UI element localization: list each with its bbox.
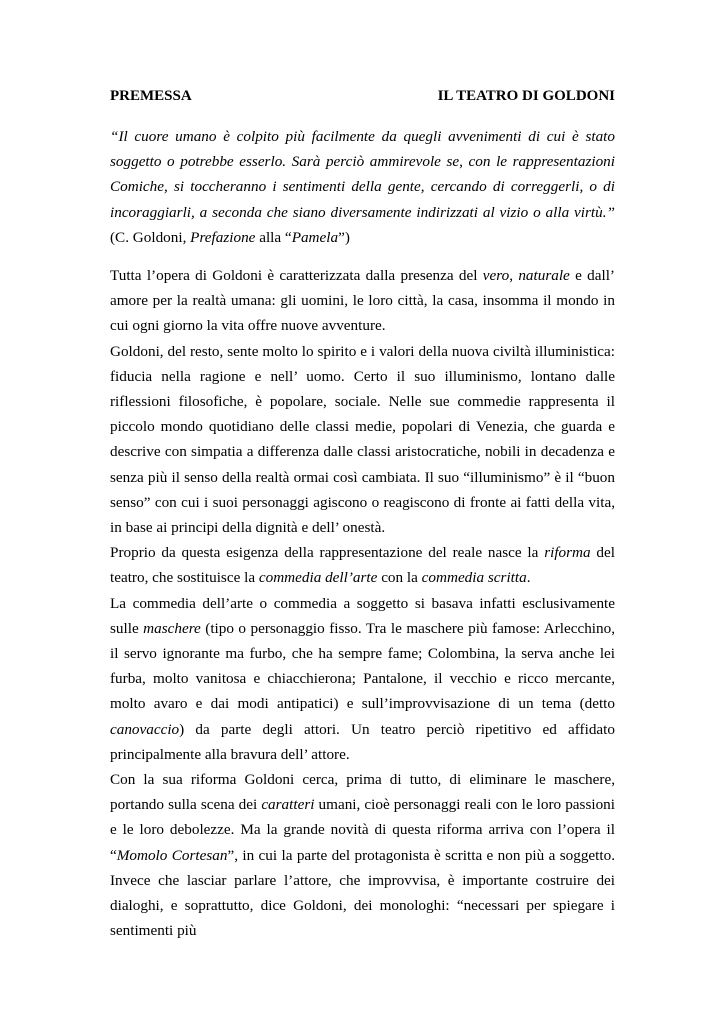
p1-text-e: e dall’ amore per la realtà umana: gli uomini, le loro città, la casa, insomma il mondo in cui ogni giorno la vita offre nuove avventure.: [110, 267, 615, 335]
p5-text-e: ”, in cui la parte del protagonista è scritta e non più a soggetto. Invece che lasciar parlare l’attore, che improvvisa, è importante costruire dei dialoghi, e soprattutto, dice Goldoni, dei monologhi: “necessari per spiegare i sentimenti più: [110, 846, 616, 940]
paragraph-4: [110, 591, 615, 767]
document-body: [110, 124, 615, 944]
p5-caratteri: caratteri: [261, 796, 315, 814]
p3-text-a: Proprio da questa esigenza della rappresentazione del reale nasce la: [110, 544, 545, 562]
p3-text-e: con la: [377, 569, 422, 587]
p4-canovaccio: canovaccio: [110, 720, 180, 738]
p4-maschere: maschere: [143, 619, 201, 637]
paragraph-1: [110, 263, 615, 339]
p5-text-c: umani, cioè personaggi reali con le loro passioni e le loro debolezze. Ma la grande novità di questa riforma arriva con l’opera il “: [110, 796, 615, 864]
p5-momolo-cortesan: Momolo Cortesan: [116, 846, 228, 864]
header-title: IL TEATRO DI GOLDONI: [437, 88, 615, 104]
quote-cite-pamela: Pamela: [291, 228, 339, 246]
p1-naturale: naturale: [518, 267, 570, 285]
quote-cite-e: ”): [338, 228, 350, 246]
p4-text-c: (tipo o personaggio fisso. Tra le maschere più famose: Arlecchino, il servo ignorante ma furbo, che ha sempre fame; Colombina, la serva anche lei furba, molto vanitosa e chiacchierona; Pantalone, il vecchio e ricco mercante, molto avaro e dai modi antipatici) e sull’improvvisazione di un tema (detto: [110, 619, 615, 713]
p3-riforma: riforma: [544, 544, 591, 562]
opening-quote: [110, 124, 615, 250]
p4-text-a: La commedia dell’arte o commedia a soggetto si basava infatti esclusivamente sulle: [110, 594, 615, 637]
paragraph-5: [110, 767, 615, 943]
quote-text: “Il cuore umano è colpito più facilmente da quegli avvenimenti di cui è stato soggetto o potrebbe esserlo. Sarà perciò ammirevole se, con le rappresentazioni Comiche, si toccheranno i sentimenti della gente, cercando di correggerli, o di incoraggiarli, a seconda che siano diversamente indirizzati al vizio o alla virtù.”: [110, 128, 615, 221]
p3-text-c: del teatro, che sostituisce la: [110, 544, 615, 587]
p5-text-a: Con la sua riforma Goldoni cerca, prima di tutto, di eliminare le maschere, portando sulla scena dei: [110, 771, 615, 814]
quote-cite-prefazione: Prefazione: [190, 228, 256, 246]
p3-text-g: .: [526, 569, 531, 587]
p1-text-a: Tutta l’opera di Goldoni è caratterizzata dalla presenza del: [110, 267, 483, 285]
p3-commedia-arte: commedia dell’arte: [258, 569, 378, 587]
p3-commedia-scritta: commedia scritta: [421, 569, 527, 587]
p1-vero: vero: [482, 267, 510, 285]
quote-cite-a: (C. Goldoni,: [110, 228, 191, 246]
paragraph-2: Goldoni, del resto, sente molto lo spirito e i valori della nuova civiltà illuministica: fiducia nella ragione e nell’ uomo. Certo il suo illuminismo, lontano dalle riflessioni filosofiche, è popolare, sociale. Nelle sue commedie rappresenta il piccolo mondo quotidiano delle classi medie, popolari di Venezia, che guarda e descrive con simpatia a differenza dalle classi aristocratiche, nobili in decadenza e senza più il senso della realtà ormai così cambiata. Il suo “illuminismo” è il “buon senso” con cui i suoi personaggi agiscono o reagiscono di fronte ai fatti della vita, in base ai principi della dignità e dell’ onestà.: [110, 342, 615, 537]
page-header: [110, 86, 615, 106]
p1-text-c: ,: [509, 267, 519, 285]
quote-cite-c: alla “: [255, 228, 292, 246]
p4-text-e: ) da parte degli attori. Un teatro perciò ripetitivo ed affidato principalmente alla bravura dell’ attore.: [110, 720, 615, 763]
paragraph-3: [110, 540, 615, 590]
header-premessa: PREMESSA: [110, 88, 192, 104]
